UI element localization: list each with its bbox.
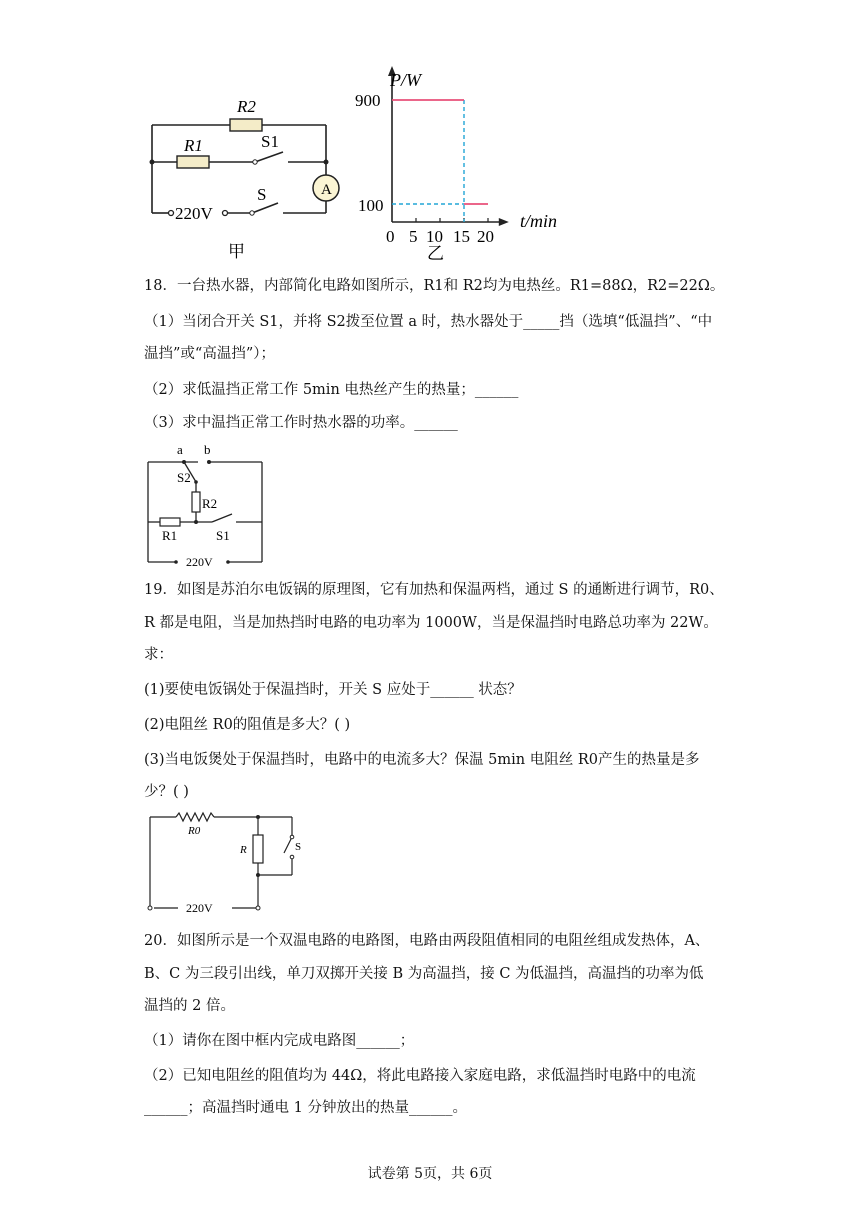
caption-yi: 乙 <box>427 244 444 263</box>
y-tick-900: 900 <box>355 91 381 110</box>
label-r0: R0 <box>188 825 201 837</box>
q18-line-4: （2）求低温挡正常工作 5min 电热丝产生的热量；______ <box>144 382 519 398</box>
q18-line-3: 温挡”或“高温挡”）； <box>144 346 275 362</box>
label-r2: R2 <box>237 97 256 116</box>
circuit-diagram-q19 <box>140 805 315 920</box>
q19-line-5: (2)电阻丝 R0的阻值是多大？( ) <box>144 717 351 733</box>
x-tick-15: 15 <box>453 227 470 246</box>
page-footer: 试卷第 5页，共 6页 <box>367 1166 493 1182</box>
resistor-r2-q18 <box>192 492 200 512</box>
q20-line-3: 温挡的 2 倍。 <box>144 998 235 1014</box>
power-time-chart <box>350 62 580 267</box>
label-r-q19: R <box>240 844 247 856</box>
label-r1: R1 <box>184 136 203 155</box>
q20-line-2: B、C 为三段引出线，单刀双掷开关接 B 为高温挡，接 C 为低温挡，高温挡的功率为低 <box>144 966 704 982</box>
label-r1-q18: R1 <box>162 528 178 543</box>
label-voltage-q19: 220V <box>186 901 213 915</box>
circuit-diagram-jia <box>140 90 350 265</box>
label-voltage: 220V <box>175 204 213 223</box>
q19-line-7: 少？( ) <box>144 784 189 800</box>
resistor-r-q19 <box>253 835 263 863</box>
resistor-r1 <box>177 156 209 168</box>
chart-ylabel: P/W <box>390 70 421 90</box>
resistor-r1-q18 <box>160 518 180 526</box>
label-b: b <box>204 442 211 457</box>
label-s: S <box>257 185 267 204</box>
resistor-r2 <box>230 119 262 131</box>
x-tick-20: 20 <box>477 227 494 246</box>
x-tick-0: 0 <box>386 227 395 246</box>
q19-line-1: 19．如图是苏泊尔电饭锅的原理图，它有加热和保温两档，通过 S 的通断进行调节，R0、 <box>144 582 724 598</box>
label-s1: S1 <box>261 132 279 151</box>
q18-line-2: （1）当闭合开关 S1，并将 S2拨至位置 a 时，热水器处于_____挡（选填“低温挡”、“中 <box>144 314 713 330</box>
q20-line-4: （1）请你在图中框内完成电路图______； <box>144 1033 415 1049</box>
label-voltage-q18: 220V <box>186 555 213 569</box>
q19-line-2: R 都是电阻，当是加热挡时电路的电功率为 1000W，当是保温挡时电路总功率为 22W。 <box>144 615 718 631</box>
q18-line-5: （3）求中温挡正常工作时热水器的功率。______ <box>144 415 458 431</box>
label-s-q19: S <box>295 841 302 853</box>
label-s2: S2 <box>177 470 191 485</box>
x-axis-arrow <box>499 218 509 226</box>
q19-line-6: (3)当电饭煲处于保温挡时，电路中的电流多大？保温 5min 电阻丝 R0产生的热量是多 <box>144 752 700 768</box>
circuit-diagram-q18 <box>140 440 270 570</box>
caption-jia: 甲 <box>228 242 245 261</box>
q19-line-4: (1)要使电饭锅处于保温挡时，开关 S 应处于______ 状态？ <box>144 682 522 698</box>
q20-line-5: （2）已知电阻丝的阻值均为 44Ω，将此电路接入家庭电路，求低温挡时电路中的电流 <box>144 1068 696 1084</box>
q20-line-1: 20．如图所示是一个双温电路的电路图，电路由两段阻值相同的电阻丝组成发热体，A、 <box>144 933 710 949</box>
q20-line-6: ______；高温挡时通电 1 分钟放出的热量______。 <box>144 1100 467 1116</box>
ammeter-label: A <box>321 182 332 198</box>
q19-line-3: 求： <box>144 647 173 663</box>
q18-line-1: 18．一台热水器，内部简化电路如图所示，R1和 R2均为电热丝。R1=88Ω，R2=22Ω。 <box>144 278 725 294</box>
y-tick-100: 100 <box>358 196 384 215</box>
x-tick-5: 5 <box>409 227 418 246</box>
chart-xlabel: t/min <box>520 211 558 231</box>
x-tick-10: 10 <box>426 227 443 246</box>
label-r2-q18: R2 <box>202 496 218 511</box>
label-s1-q18: S1 <box>216 528 230 543</box>
label-a: a <box>177 442 183 457</box>
